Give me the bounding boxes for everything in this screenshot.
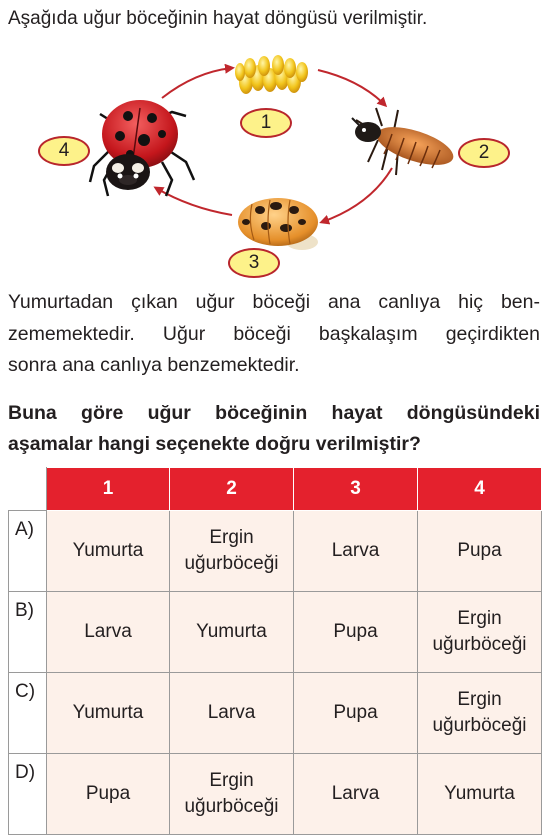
- arrow-2-to-3: [322, 168, 392, 222]
- table-cell: Yumurta: [170, 592, 294, 673]
- table-header-row: [9, 468, 542, 511]
- table-cell: Ergin uğurböceği: [170, 754, 294, 835]
- column-header-1: 1: [47, 468, 170, 511]
- stage-label-4: 4: [38, 136, 90, 166]
- table-cell: Larva: [47, 592, 170, 673]
- stage-label-2: 2: [458, 138, 510, 168]
- arrow-1-to-2: [318, 70, 385, 105]
- question-line-1: Buna göre uğur böceğinin hayat döngüsündeki: [8, 402, 540, 424]
- table-cell: Yumurta: [47, 511, 170, 592]
- table-corner: [9, 468, 47, 511]
- stage-label-3: 3: [228, 248, 280, 278]
- paragraph-line-2: zememektedir. Uğur böceği başkalaşım geçirdikten: [8, 322, 540, 345]
- option-label-c[interactable]: C): [9, 673, 47, 754]
- column-header-2: 2: [170, 468, 294, 511]
- table-cell: Ergin uğurböceği: [418, 592, 542, 673]
- life-cycle-diagram: [0, 50, 547, 280]
- egg-cluster-icon: [235, 55, 308, 94]
- paragraph-line-1: Yumurtadan çıkan uğur böceği ana canlıya hiç ben-: [8, 291, 540, 313]
- table-cell: Pupa: [418, 511, 542, 592]
- intro-text: Aşağıda uğur böceğinin hayat döngüsü verilmiştir.: [8, 8, 428, 29]
- table-cell: Ergin uğurböceği: [418, 673, 542, 754]
- column-header-3: 3: [294, 468, 418, 511]
- table-cell: Yumurta: [418, 754, 542, 835]
- option-row-c[interactable]: [9, 673, 542, 754]
- column-header-4: 4: [418, 468, 542, 511]
- table-cell: Ergin uğurböceği: [170, 511, 294, 592]
- option-row-d[interactable]: [9, 754, 542, 835]
- table-cell: Pupa: [294, 673, 418, 754]
- answer-options-table: [8, 467, 542, 835]
- paragraph-line-3: sonra ana canlıya benzemektedir.: [8, 354, 300, 376]
- larva-icon: [352, 108, 458, 175]
- table-cell: Pupa: [294, 592, 418, 673]
- question-text: [8, 398, 540, 460]
- ladybug-icon: [90, 100, 194, 196]
- table-cell: Larva: [294, 511, 418, 592]
- pupa-icon: [238, 198, 318, 250]
- stage-label-1: 1: [240, 108, 292, 138]
- table-cell: Larva: [294, 754, 418, 835]
- arrow-4-to-1: [162, 68, 232, 98]
- table-cell: Pupa: [47, 754, 170, 835]
- table-cell: Larva: [170, 673, 294, 754]
- option-label-d[interactable]: D): [9, 754, 47, 835]
- option-row-a[interactable]: [9, 511, 542, 592]
- question-line-2: aşamalar hangi seçenekte doğru verilmiştir?: [8, 433, 421, 455]
- table-cell: Yumurta: [47, 673, 170, 754]
- option-label-b[interactable]: B): [9, 592, 47, 673]
- option-row-b[interactable]: [9, 592, 542, 673]
- option-label-a[interactable]: A): [9, 511, 47, 592]
- description-paragraph: [8, 287, 540, 382]
